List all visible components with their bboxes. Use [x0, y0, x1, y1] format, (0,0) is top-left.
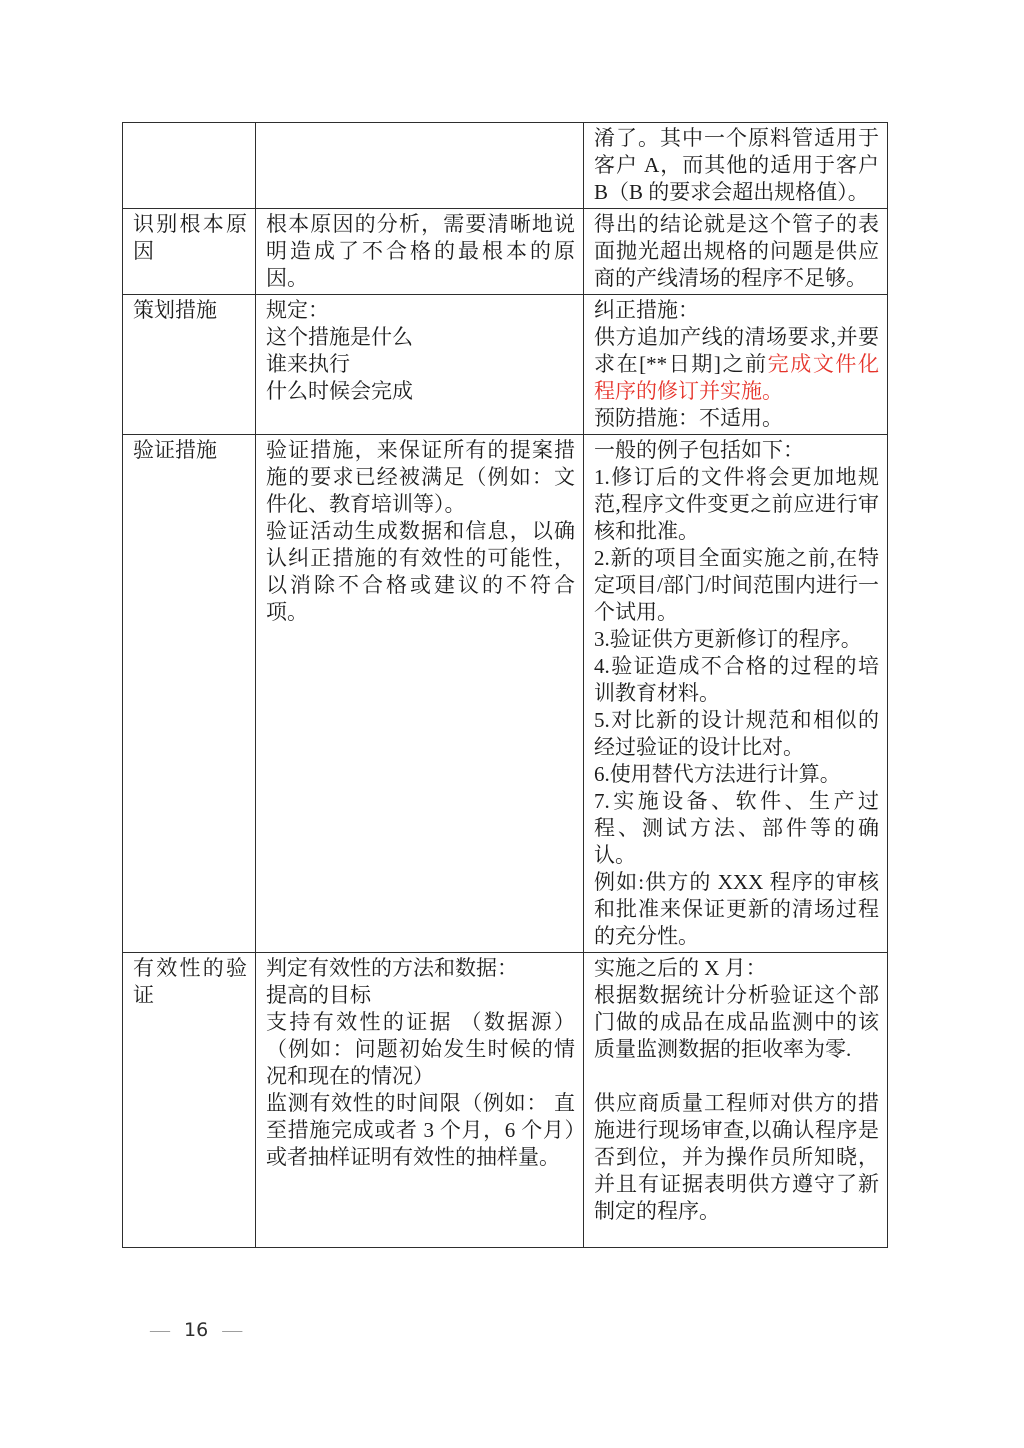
cell-label-empty: [123, 123, 256, 209]
table-row-continued: [123, 123, 888, 209]
highlighted-red-text: 完成文件化程序的修订并实施。: [594, 352, 879, 403]
cell-paragraph: [594, 324, 879, 405]
cell-definition-verify-actions: [256, 435, 584, 953]
table-row-plan-actions: [123, 295, 888, 435]
table-row-verify-actions: [123, 435, 888, 953]
cell-paragraph: 5.对比新的设计规范和相似的经过验证的设计比对。: [594, 708, 879, 759]
cell-example-continued: [584, 123, 888, 209]
capa-table: [122, 122, 888, 1248]
cell-definition-effectiveness: [256, 953, 584, 1248]
cell-paragraph: 预防措施：不适用。: [594, 406, 783, 430]
cell-paragraph: 验证活动生成数据和信息，以确认纠正措施的有效性的可能性，以消除不合格或建议的不符合项。: [266, 519, 575, 624]
row-label: 有效性的验证: [133, 956, 247, 1007]
cell-definition-root-cause: [256, 209, 584, 295]
cell-label-plan-actions: [123, 295, 256, 435]
table-row-root-cause: [123, 209, 888, 295]
cell-paragraph: 7.实施设备、软件、生产过程、测试方法、部件等的确认。: [594, 789, 879, 867]
normal-text: 供方追加产线的清场要求,并要求在[**日期]之前: [594, 325, 879, 376]
cell-paragraph: 提高的目标: [266, 983, 371, 1007]
cell-example-root-cause: [584, 209, 888, 295]
cell-definition-empty: [256, 123, 584, 209]
cell-paragraph: 实施之后的 X 月：: [594, 956, 767, 980]
cell-paragraph: 这个措施是什么: [266, 325, 413, 349]
cell-paragraph: 得出的结论就是这个管子的表面抛光超出规格的问题是供应商的产线清场的程序不足够。: [594, 212, 879, 290]
cell-paragraph: 验证措施，来保证所有的提案措施的要求已经被满足（例如：文件化、教育培训等）。: [266, 438, 575, 516]
cell-paragraph: 例如:供方的 XXX 程序的审核和批准来保证更新的清场过程的充分性。: [594, 870, 879, 948]
cell-paragraph: 监测有效性的时间限（例如： 直至措施完成或者 3 个月，6 个月）或者抽样证明有效性的抽样量。: [266, 1091, 575, 1169]
cell-paragraph: 根本原因的分析，需要清晰地说明造成了不合格的最根本的原因。: [266, 212, 575, 290]
cell-paragraph: 规定：: [266, 298, 329, 322]
cell-label-effectiveness: [123, 953, 256, 1248]
cell-example-verify-actions: [584, 435, 888, 953]
cell-paragraph: 纠正措施：: [594, 298, 699, 322]
cell-example-plan-actions: [584, 295, 888, 435]
cell-paragraph: 支持有效性的证据 （数据源）（例如：问题初始发生时候的情况和现在的情况）: [266, 1010, 575, 1088]
row-label: 识别根本原因: [133, 212, 247, 263]
cell-paragraph: 2.新的项目全面实施之前,在特定项目/部门/时间范围内进行一个试用。: [594, 546, 879, 624]
cell-paragraph: 一般的例子包括如下：: [594, 438, 804, 462]
cell-label-verify-actions: [123, 435, 256, 953]
cell-paragraph: 根据数据统计分析验证这个部门做的成品在成品监测中的该质量监测数据的拒收率为零.: [594, 983, 879, 1061]
cell-paragraph: 1.修订后的文件将会更加地规范,程序文件变更之前应进行审核和批准。: [594, 465, 879, 543]
cell-label-root-cause: [123, 209, 256, 295]
cell-example-effectiveness: [584, 953, 888, 1248]
cell-paragraph: 4.验证造成不合格的过程的培训教育材料。: [594, 654, 879, 705]
cell-paragraph: 供应商质量工程师对供方的措施进行现场审查,以确认程序是否到位，并为操作员所知晓，并且有证据表明供方遵守了新制定的程序。: [594, 1091, 879, 1223]
cell-paragraph: 6.使用替代方法进行计算。: [594, 762, 841, 786]
blank-line: [594, 1063, 879, 1090]
table-row-effectiveness-verification: [123, 953, 888, 1248]
row-label: 验证措施: [133, 438, 217, 462]
cell-paragraph: 谁来执行: [266, 352, 350, 376]
cell-definition-plan-actions: [256, 295, 584, 435]
cell-paragraph: 判定有效性的方法和数据：: [266, 956, 518, 980]
footer-dash-right: —: [222, 1319, 243, 1341]
cell-paragraph: 淆了。其中一个原料管适用于客户 A，而其他的适用于客户 B（B 的要求会超出规格值）。: [594, 126, 879, 204]
row-label: 策划措施: [133, 298, 217, 322]
page-footer: [150, 1318, 242, 1342]
cell-paragraph: 什么时候会完成: [266, 379, 413, 403]
page-number: 16: [184, 1319, 209, 1341]
footer-dash-left: —: [150, 1319, 170, 1341]
cell-paragraph: 3.验证供方更新修订的程序。: [594, 627, 862, 651]
